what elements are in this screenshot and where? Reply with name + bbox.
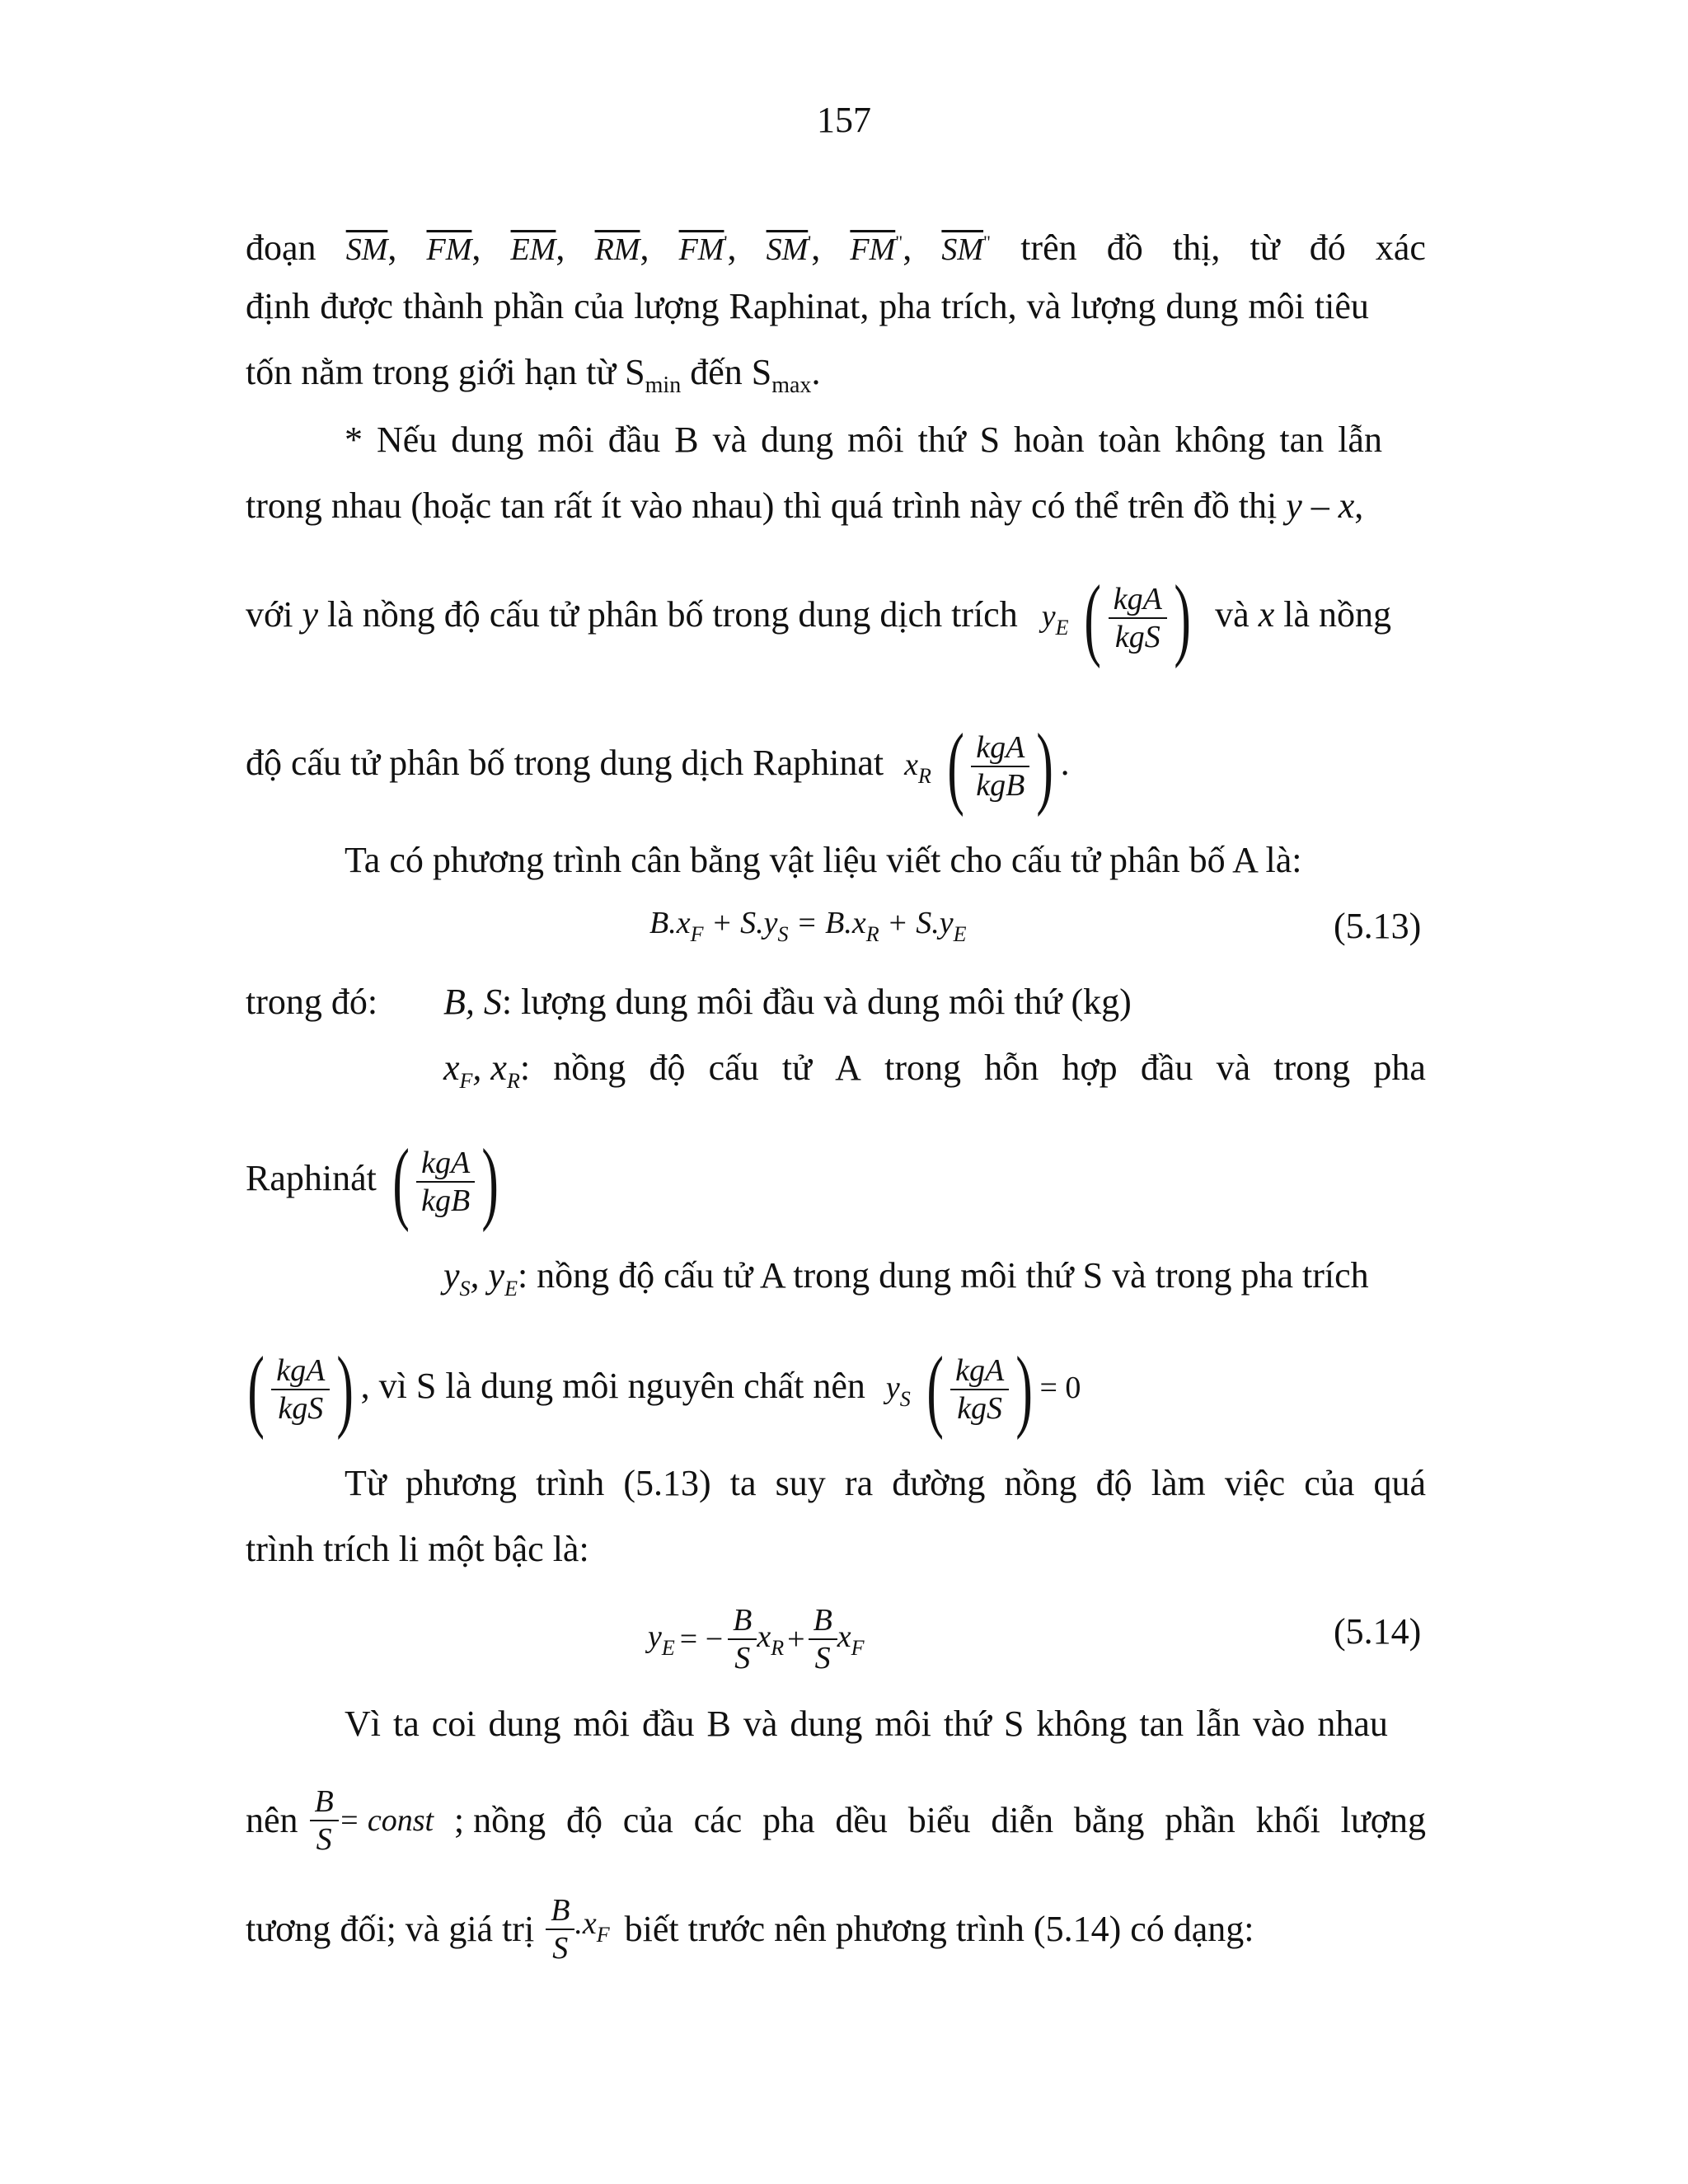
unit-kga-kgs-1: ( $\frac{\text{kgA}}{\text{kgS}}$ )	[1084, 567, 1191, 669]
raphinat-line: Raphinát ( $\frac{\text{kgA}}{\text{kgB}}$ )	[246, 1141, 506, 1223]
para4-line2: trình trích li một bậc là:	[246, 1529, 589, 1569]
text-line-3: tốn nằm trong giới hạn từ $S_{min}$ đến $S_{max}$.	[246, 352, 821, 398]
para2-line2: trong nhau (hoặc tan rất ít vào nhau) thì quá trình này có thể trên đồ thị y – x,	[246, 485, 1364, 526]
pure-solvent-line: ( $\frac{\text{kgA}}{\text{kgS}}$ ) , vì S là dung môi nguyên chất nên $y_S$ ( $\frac{\text{kgA}}{\text{kgS}}$ ) = 0	[241, 1348, 1081, 1431]
where-label: trong đó:	[246, 982, 378, 1022]
unit-kga-kgb-1: ( $\frac{\text{kgA}}{\text{kgB}}$ )	[947, 715, 1054, 818]
para4-line1: Từ phương trình (5.13) ta suy ra đường nồng độ làm việc của quá	[345, 1463, 1426, 1503]
segment-sm: $\overline{SM}$	[345, 232, 388, 267]
segment-fm-prime: $\overline{FM}$	[678, 232, 724, 267]
para3: Ta có phương trình cân bằng vật liệu viết cho cấu tử phân bố A là:	[345, 840, 1302, 880]
equation-5-13: $B.x_F + S.y_S = B.x_R + S.y_E$	[649, 906, 967, 946]
where-xfxr: $x_F$, $x_R$: nồng độ cấu tử A trong hỗn hợp đầu và trong pha	[443, 1047, 1426, 1093]
equation-5-14: $y_E$ = − $\frac{B}{S}$ $x_R$ + $\frac{B}{S}$ $x_F$	[648, 1603, 865, 1675]
where-bs: B, S: lượng dung môi đầu và dung môi thứ (kg)	[443, 982, 1132, 1022]
word-doan: đoạn	[246, 227, 316, 268]
segment-fm: $\overline{FM}$	[426, 232, 472, 267]
unit-kga-kgs-3: ( $\frac{\text{kgA}}{\text{kgS}}$ )	[926, 1338, 1034, 1441]
segment-sm-dprime: $\overline{SM}$	[941, 232, 984, 267]
segment-rm: $\overline{RM}$	[594, 232, 640, 267]
segment-fm-dprime: $\overline{FM}$	[850, 232, 896, 267]
page-number: 157	[817, 100, 871, 140]
para2-line3: với y là nồng độ cấu tử phân bố trong dung dịch trích $y_E$ ( $\frac{\text{kgA}}{\text{kgS}}$ ) và x là nồng	[246, 567, 1391, 669]
segments-line: đoạn $\overline{SM}$, $\overline{FM}$, $\overline{EM}$, $\overline{RM}$, $\overline{FM}'$, $\overline{SM}'$, $\overline{FM}^"$, $\overline{SM}^"$ trên đồ thị, từ đó xác	[246, 219, 1426, 273]
segment-em: $\overline{EM}$	[510, 232, 556, 267]
unit-kga-kgb-2: ( $\frac{\text{kgA}}{\text{kgB}}$ )	[392, 1131, 499, 1233]
unit-kga-kgs-2: ( $\frac{\text{kgA}}{\text{kgS}}$ )	[247, 1338, 354, 1441]
para5-line1: Vì ta coi dung môi đầu B và dung môi thứ S không tan lẫn vào nhau	[345, 1704, 1388, 1744]
para5-line2: nên $\frac{B}{S}$ = const ; nồng độ của các pha dều biểu diễn bằng phần khối lượng	[246, 1784, 1426, 1857]
where-ysye: $y_S$, $y_E$: nồng độ cấu tử A trong dung môi thứ S và trong pha trích	[443, 1255, 1369, 1301]
segment-sm-prime: $\overline{SM}$	[766, 232, 809, 267]
text-line-2: định được thành phần của lượng Raphinat, pha trích, và lượng dung môi tiêu	[246, 286, 1369, 326]
equation-number-5-14: (5.14)	[1334, 1611, 1422, 1652]
equation-number-5-13: (5.13)	[1334, 906, 1422, 946]
para5-line3: tương đối; và giá trị $\frac{B}{S}$ $.x_F$ biết trước nên phương trình (5.14) có dạng:	[246, 1893, 1254, 1966]
para2-line4: độ cấu tử phân bố trong dung dịch Raphinat $x_R$ ( $\frac{\text{kgA}}{\text{kgB}}$ ) .	[246, 715, 1070, 818]
para2-line1: * Nếu dung môi đầu B và dung môi thứ S hoàn toàn không tan lẫn	[345, 419, 1382, 460]
